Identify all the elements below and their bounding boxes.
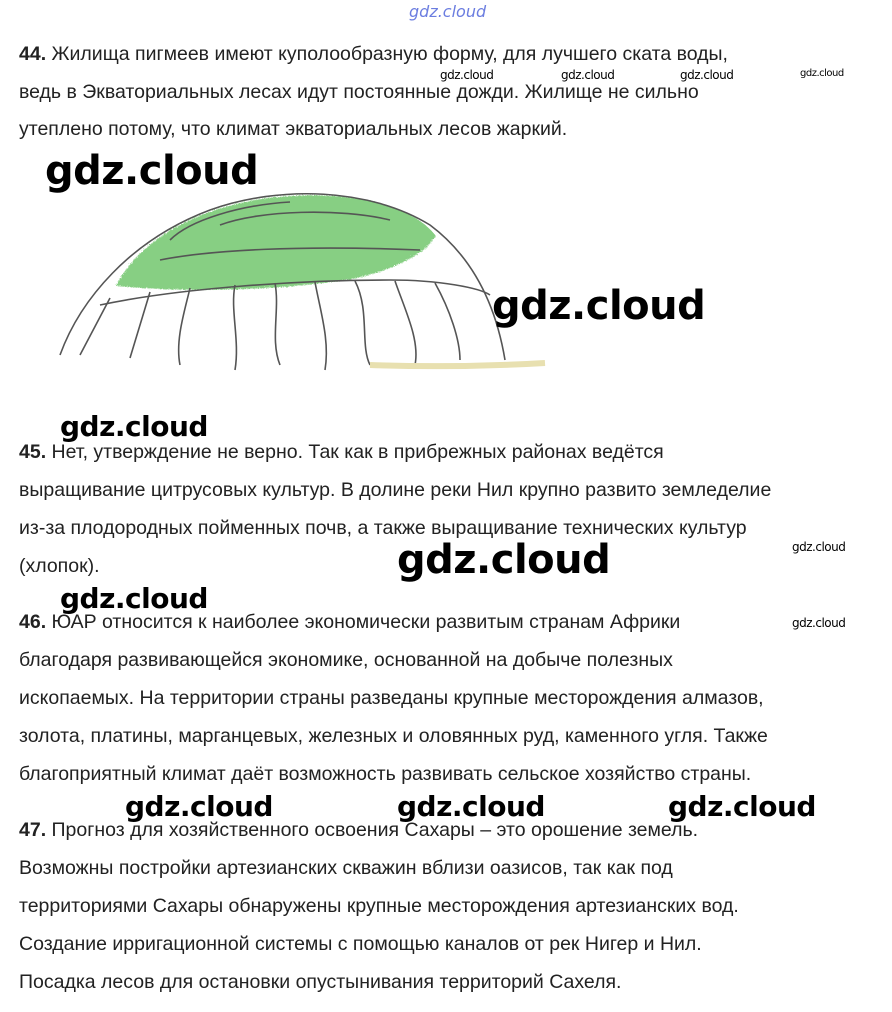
hut-drawing [40,180,560,390]
answer-44-number: 44. [19,43,47,65]
watermark: gdz.cloud [60,582,208,615]
answer-44-line-3: утеплено потому, что климат экваториальных лесов жаркий. [19,118,568,140]
header-watermark: gdz.cloud [409,2,487,21]
answer-47-line-1: 47. Прогноз для хозяйственного освоения Сахары – это орошение земель. [19,819,699,841]
watermark: gdz.cloud [792,616,846,630]
answer-46-line-4: золота, платины, марганцевых, железных и оловянных руд, каменного угля. Также [19,725,768,747]
answer-45-line-4: (хлопок). [19,555,100,577]
answer-44-line-1: 44. Жилища пигмеев имеют куполообразную форму, для лучшего ската воды, [19,43,728,65]
answer-45-line-2: выращивание цитрусовых культур. В долине реки Нил крупно развито земледелие [19,479,772,501]
watermark: gdz.cloud [440,68,494,82]
answer-47-number: 47. [19,819,47,841]
watermark: gdz.cloud [60,410,208,443]
answer-46-line-2: благодаря развивающейся экономике, основанной на добыче полезных [19,649,673,671]
answer-46-line-1: 46. ЮАР относится к наиболее экономически развитым странам Африки [19,611,681,633]
watermark: gdz.cloud [125,790,273,823]
answer-47-line-5: Посадка лесов для остановки опустынивания территорий Сахеля. [19,971,622,993]
answer-46-line-5: благоприятный климат даёт возможность развивать сельское хозяйство страны. [19,763,752,785]
answer-46-line-3: ископаемых. На территории страны разведаны крупные месторождения алмазов, [19,687,764,709]
answer-45-number: 45. [19,441,47,463]
hut-ground [370,363,545,366]
watermark: gdz.cloud [800,68,844,79]
answer-45-line-3: из-за плодородных пойменных почв, а также выращивание технических культур [19,517,747,539]
watermark: gdz.cloud [792,540,846,554]
watermark: gdz.cloud [397,790,545,823]
watermark: gdz.cloud [45,148,259,194]
watermark: gdz.cloud [397,537,611,583]
watermark: gdz.cloud [680,68,734,82]
watermark: gdz.cloud [561,68,615,82]
hut-leaf-cover [115,194,435,289]
answer-47-line-3: территориями Сахары обнаружены крупные месторождения артезианских вод. [19,895,739,917]
watermark: gdz.cloud [668,790,816,823]
watermark: gdz.cloud [492,283,706,329]
answer-44-line-2: ведь в Экваториальных лесах идут постоянные дожди. Жилище не сильно [19,81,699,103]
answer-46-number: 46. [19,611,47,633]
answer-47-line-4: Создание ирригационной системы с помощью каналов от рек Нигер и Нил. [19,933,702,955]
answer-45-line-1: 45. Нет, утверждение не верно. Так как в прибрежных районах ведётся [19,441,664,463]
answer-47-line-2: Возможны постройки артезианских скважин вблизи оазисов, так как под [19,857,673,879]
